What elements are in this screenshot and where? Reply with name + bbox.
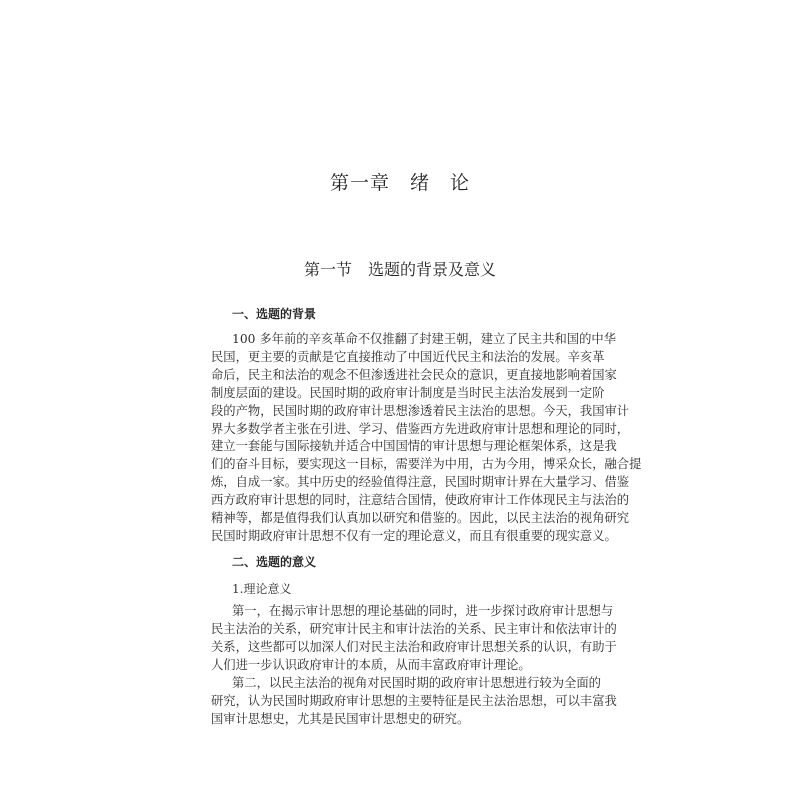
- text-line: 民国时期政府审计思想不仅有一定的理论意义，而且有很重要的现实意义。: [211, 528, 617, 543]
- text-line: 关系，这些都可以加深人们对民主法治和政府审计思想关系的认识，有助于: [211, 639, 617, 654]
- text-line: 精神等，都是值得我们认真加以研究和借鉴的。因此，以民主法治的视角研究: [211, 511, 630, 525]
- text-line: 建立一套能与国际接轨并适合中国国情的审计思想与理论框架体系，这是我: [211, 439, 617, 454]
- text-line: 制度层面的建设。民国时期的政府审计制度是当时民主法治发展到一定阶: [211, 385, 605, 400]
- text-line: 100 多年前的辛亥革命不仅推翻了封建王朝，建立了民主共和国的中华: [232, 332, 616, 346]
- text-line: 第一，在揭示审计思想的理论基础的同时，进一步探讨政府审计思想与: [232, 604, 614, 618]
- text-line: 西方政府审计思想的同时，注意结合国情，使政府审计工作体现民主与法治的: [211, 493, 630, 508]
- text-line: 们的奋斗目标，要实现这一目标，需要洋为中用，古为今用，博采众长，融合提: [211, 457, 642, 472]
- heading-significance: 二、选题的意义: [232, 555, 317, 569]
- text-line: 民国，更主要的贡献是它直接推动了中国近代民主和法治的发展。辛亥革: [211, 349, 605, 364]
- text-line: 研究，认为民国时期政府审计思想的主要特征是民主法治思想，可以丰富我: [211, 693, 617, 708]
- text-line: 命后，民主和法治的观念不但渗透进社会民众的意识，更直接地影响着国家: [211, 367, 617, 382]
- text-line: 民主法治的关系，研究审计民主和审计法治的关系、民主审计和依法审计的: [211, 621, 617, 636]
- text-line: 国审计思想史，尤其是民国审计思想史的研究。: [211, 711, 470, 726]
- text-line: 人们进一步认识政府审计的本质，从而丰富政府审计理论。: [211, 657, 531, 672]
- chapter-title: 第一章 绪 论: [329, 172, 470, 194]
- section-title: 第一节 选题的背景及意义: [303, 260, 496, 279]
- text-line: 炼，自成一家。其中历史的经验值得注意，民国时期审计界在大量学习、借鉴: [211, 475, 630, 490]
- text-line: 第二，以民主法治的视角对民国时期的政府审计思想进行较为全面的: [232, 676, 601, 690]
- text-line: 界大多数学者主张在引进、学习、借鉴西方先进政府审计思想和理论的同时，: [211, 421, 630, 436]
- heading-background: 一、选题的背景: [232, 307, 317, 321]
- text-line: 段的产物，民国时期的政府审计思想渗透着民主法治的思想。今天，我国审计: [211, 403, 630, 418]
- subheading-theory: 1.理论意义: [232, 582, 292, 596]
